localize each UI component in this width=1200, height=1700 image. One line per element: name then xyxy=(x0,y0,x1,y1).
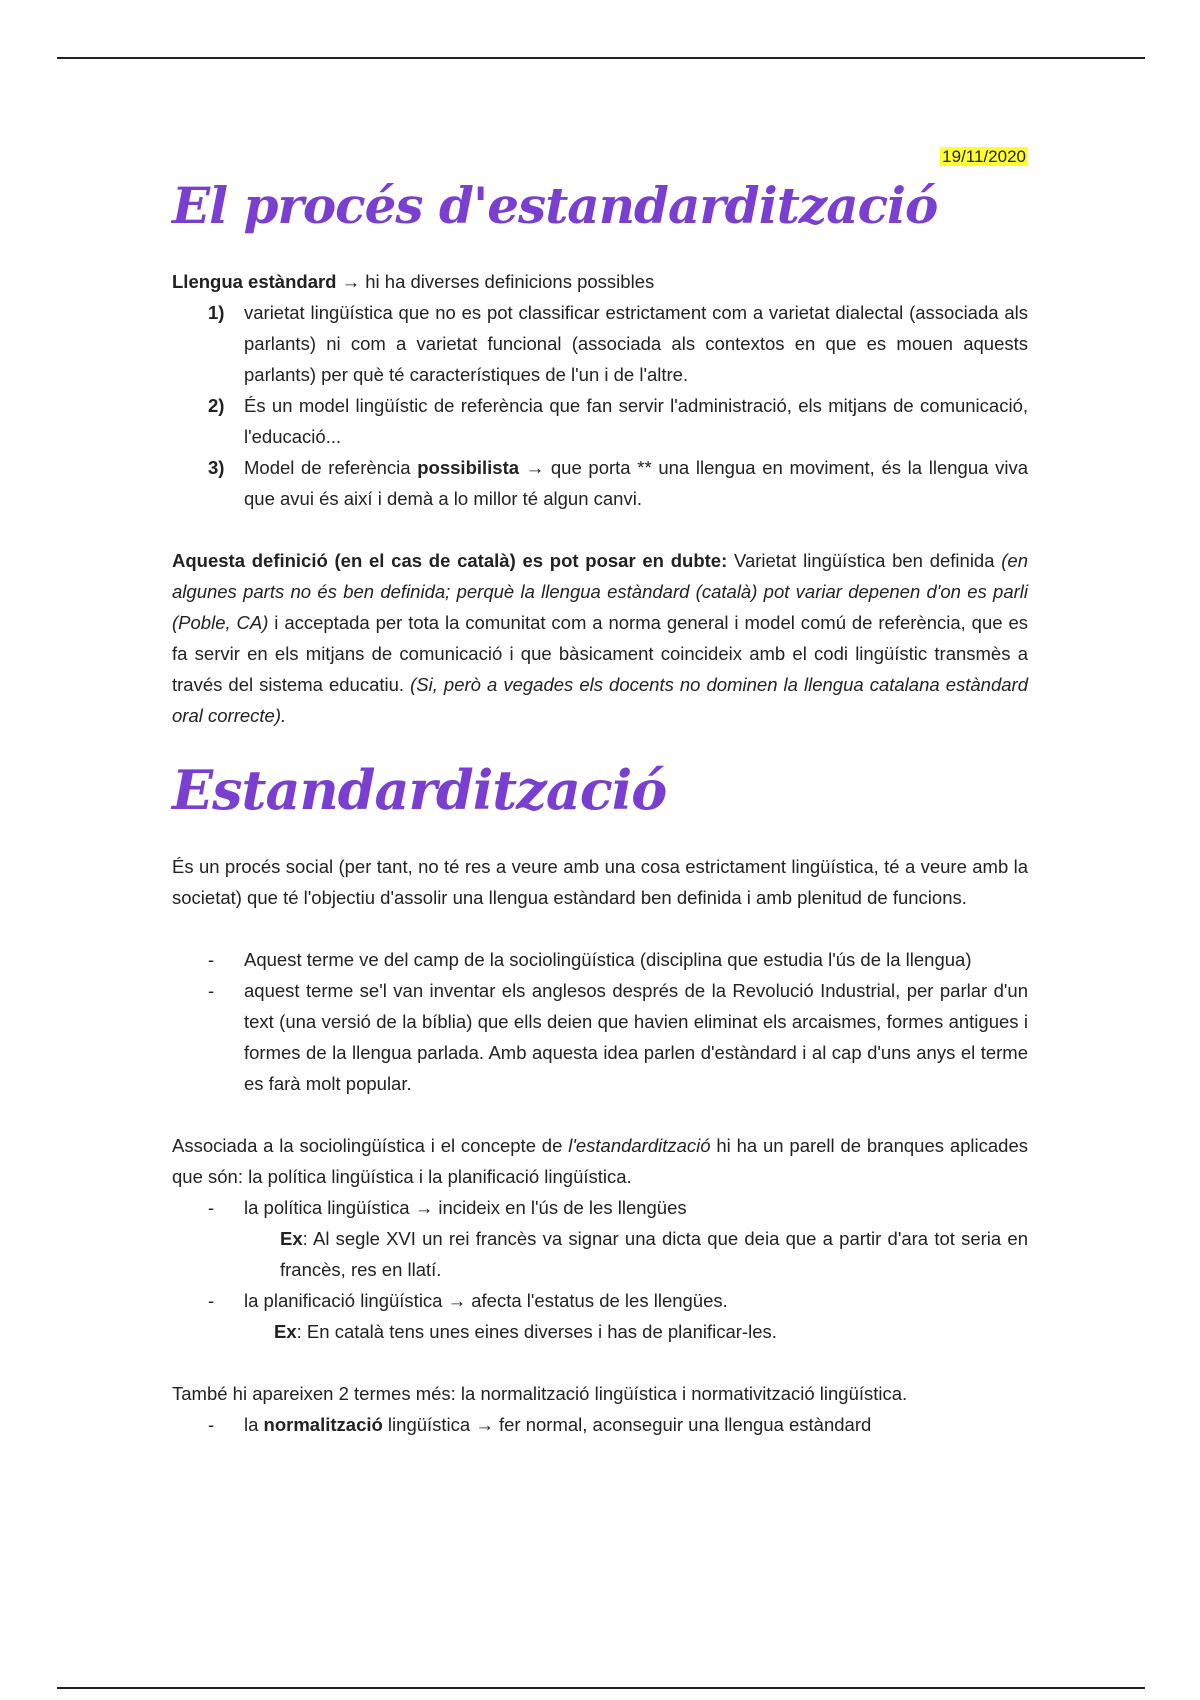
item-number: 3) xyxy=(208,457,225,478)
header-rule xyxy=(57,57,1145,59)
item-text: → que porta ** una llengua en moviment, és la llengua viva que avui és així i demà a lo millor té algun canvi. xyxy=(244,457,1028,509)
list-item-normalitzacio xyxy=(172,1409,1028,1440)
doubt-italic: (en algunes parts no és ben definida; perquè la llengua estàndard (català) pot variar depenen d'on es parli (Poble, CA) xyxy=(172,550,1028,633)
terms-list xyxy=(172,1409,1028,1440)
doubt-paragraph xyxy=(172,545,1028,731)
item-number: 2) xyxy=(208,395,225,416)
normal-bold: normalització xyxy=(263,1414,383,1435)
example-label: Ex xyxy=(274,1321,297,1342)
normal-text: lingüística → fer normal, aconseguir una llengua estàndard xyxy=(382,1414,872,1435)
item-text: És un model lingüístic de referència que fan servir l'administració, els mitjans de comunicació, l'educació... xyxy=(244,395,1028,447)
planificacio-text: la planificació lingüística → afecta l'estatus de les llengües. xyxy=(244,1290,728,1311)
social-paragraph: És un procés social (per tant, no té res a veure amb una cosa estrictament lingüística, té a veure amb la societat) que té l'objectiu d'assolir una llengua estàndard ben definida i amb plenitud de funcions. xyxy=(172,856,1028,908)
example-label: Ex xyxy=(280,1228,303,1249)
date-row xyxy=(172,140,1028,172)
definition-item xyxy=(172,390,1028,452)
assoc-text: Associada a la sociolingüística i el concepte de xyxy=(172,1135,569,1156)
list-item-politica xyxy=(172,1192,1028,1285)
definition-item xyxy=(172,297,1028,390)
example-text: : Al segle XVI un rei francès va signar una dicta que deia que a partir d'ara tot seria en francès, res en llatí. xyxy=(280,1228,1028,1280)
definition-intro-text: → hi ha diverses definicions possibles xyxy=(336,271,655,292)
document-page xyxy=(172,140,1028,1440)
branches-list xyxy=(172,1192,1028,1347)
definition-intro xyxy=(172,266,1028,297)
list-item: - Aquest terme ve del camp de la sociolingüística (disciplina que estudia l'ús de la llengua) xyxy=(172,944,1028,975)
assoc-italic: l'estandardització xyxy=(568,1135,711,1156)
item-text: Model de referència xyxy=(244,457,418,478)
footer-rule xyxy=(57,1687,1145,1689)
example-politica xyxy=(244,1223,1028,1285)
title-estandarditzacio: Estandardització xyxy=(172,758,667,822)
normal-text: la xyxy=(244,1414,264,1435)
assoc-paragraph xyxy=(172,1130,1028,1192)
item-bold: possibilista xyxy=(417,457,520,478)
politica-text: la política lingüística → incideix en l'ús de les llengües xyxy=(244,1197,687,1218)
doubt-text: i acceptada per tota la comunitat com a norma general i model comú de referència, que es fa servir en els mitjans de comunicació i que bàsicament coincideix amb el codi lingüístic transmès a través del sistema educatiu. xyxy=(172,612,1028,695)
definition-item xyxy=(172,452,1028,514)
date-highlight: 19/11/2020 xyxy=(942,147,1026,166)
doubt-italic: (Si, però a vegades els docents no dominen la llengua catalana estàndard oral correcte). xyxy=(172,674,1028,726)
list-item-planificacio xyxy=(172,1285,1028,1347)
doubt-text: Varietat lingüística ben definida xyxy=(727,550,1002,571)
definition-list xyxy=(172,297,1028,514)
tambe-paragraph: També hi apareixen 2 termes més: la normalització lingüística i normativització lingüística. xyxy=(172,1383,908,1404)
example-planificacio xyxy=(244,1316,1028,1347)
assoc-text: hi ha un parell de branques aplicades que són: la política lingüística i la planificació lingüística. xyxy=(172,1135,1028,1187)
item-number: 1) xyxy=(208,302,225,323)
item-text: varietat lingüística que no es pot classificar estrictament com a varietat dialectal (associada als parlants) ni com a varietat funcional (associada als contextos en que es mouen aquests parlants) per què té característiques de l'un i de l'altre. xyxy=(244,302,1028,385)
title-proces-estandarditzacio: El procés d'estandardització xyxy=(172,176,938,235)
list-item: - aquest terme se'l van inventar els anglesos després de la Revolució Industrial, per parlar d'un text (una versió de la bíblia) que ells deien que havien eliminat els arcaismes, formes antigues i formes de la llengua parlada. Amb aquesta idea parlen d'estàndard i al cap d'uns anys el terme es farà molt popular. xyxy=(172,975,1028,1099)
doubt-bold: Aquesta definició (en el cas de català) es pot posar en dubte: xyxy=(172,550,728,571)
origin-list xyxy=(172,944,1028,1099)
example-text: : En català tens unes eines diverses i has de planificar-les. xyxy=(296,1321,777,1342)
definition-label: Llengua estàndard xyxy=(172,271,337,292)
